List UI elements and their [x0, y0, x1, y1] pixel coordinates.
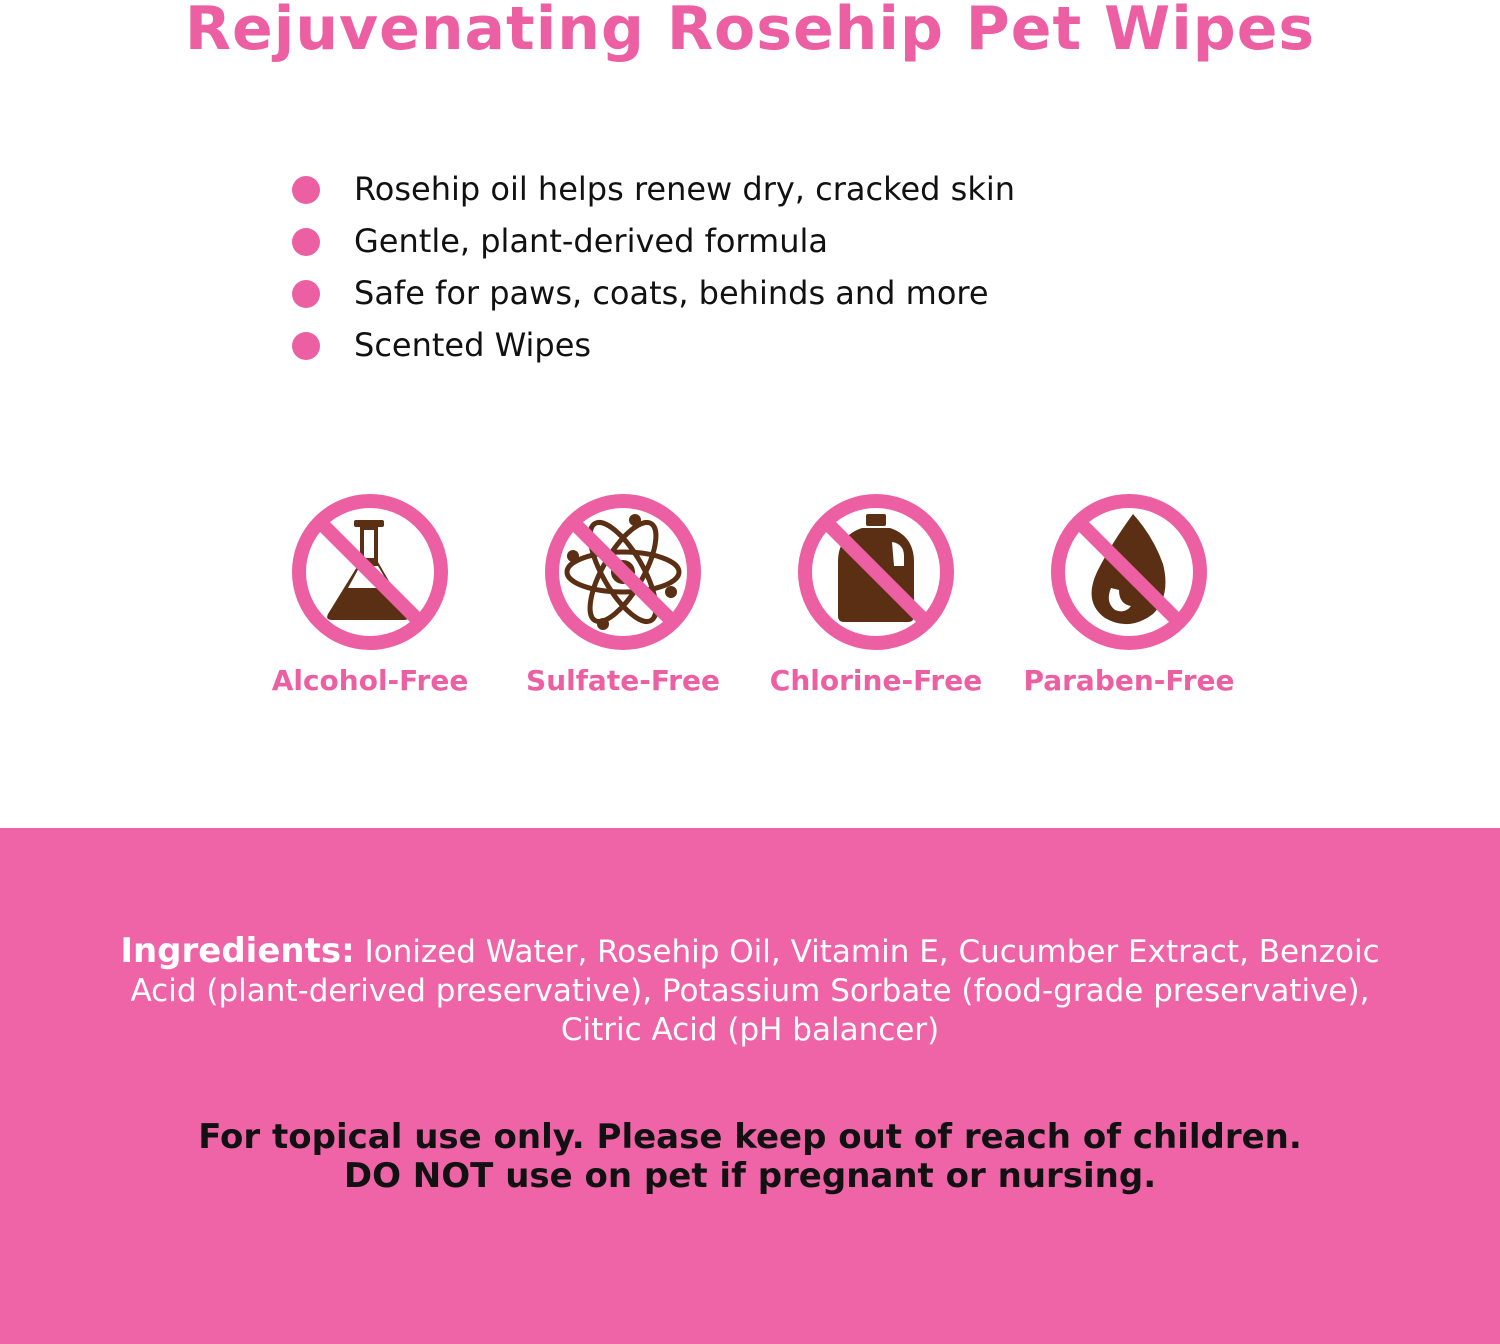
warning-line: For topical use only. Please keep out of reach of children. — [198, 1117, 1302, 1157]
warning-text — [60, 1118, 1440, 1196]
drop-icon — [1049, 492, 1209, 652]
badge-label: Chlorine-Free — [769, 664, 983, 697]
badge-alcohol-free — [240, 492, 500, 712]
badge-label: Paraben-Free — [1023, 664, 1235, 697]
info-band — [0, 828, 1500, 1344]
bullet-dot-icon — [292, 228, 320, 256]
bullet-dot-icon — [292, 280, 320, 308]
bullet-dot-icon — [292, 176, 320, 204]
benefit-text: Gentle, plant-derived formula — [354, 222, 828, 260]
ingredients-list: Ionized Water, Rosehip Oil, Vitamin E, Cucumber Extract, Benzoic Acid (plant-derived preservative), Potassium Sorbate (food-grade preservative), Citric Acid (pH balancer) — [130, 934, 1380, 1048]
atom-icon — [543, 492, 703, 652]
ingredients-text — [100, 932, 1400, 1050]
badge-sulfate-free — [493, 492, 753, 712]
flask-icon — [290, 492, 450, 652]
badge-paraben-free — [999, 492, 1259, 712]
badge-chlorine-free — [746, 492, 1006, 712]
page-title: Rejuvenating Rosehip Pet Wipes — [184, 0, 1316, 64]
badge-label: Sulfate-Free — [526, 664, 720, 697]
bullet-dot-icon — [292, 332, 320, 360]
benefit-text: Scented Wipes — [354, 326, 592, 364]
benefit-text: Safe for paws, coats, behinds and more — [354, 274, 989, 312]
jug-icon — [796, 492, 956, 652]
benefit-text: Rosehip oil helps renew dry, cracked skin — [354, 170, 1016, 208]
warning-line: DO NOT use on pet if pregnant or nursing. — [343, 1156, 1157, 1196]
free-from-badges — [0, 492, 1500, 712]
ingredients-heading: Ingredients: — [120, 931, 355, 971]
badge-label: Alcohol-Free — [271, 664, 469, 697]
